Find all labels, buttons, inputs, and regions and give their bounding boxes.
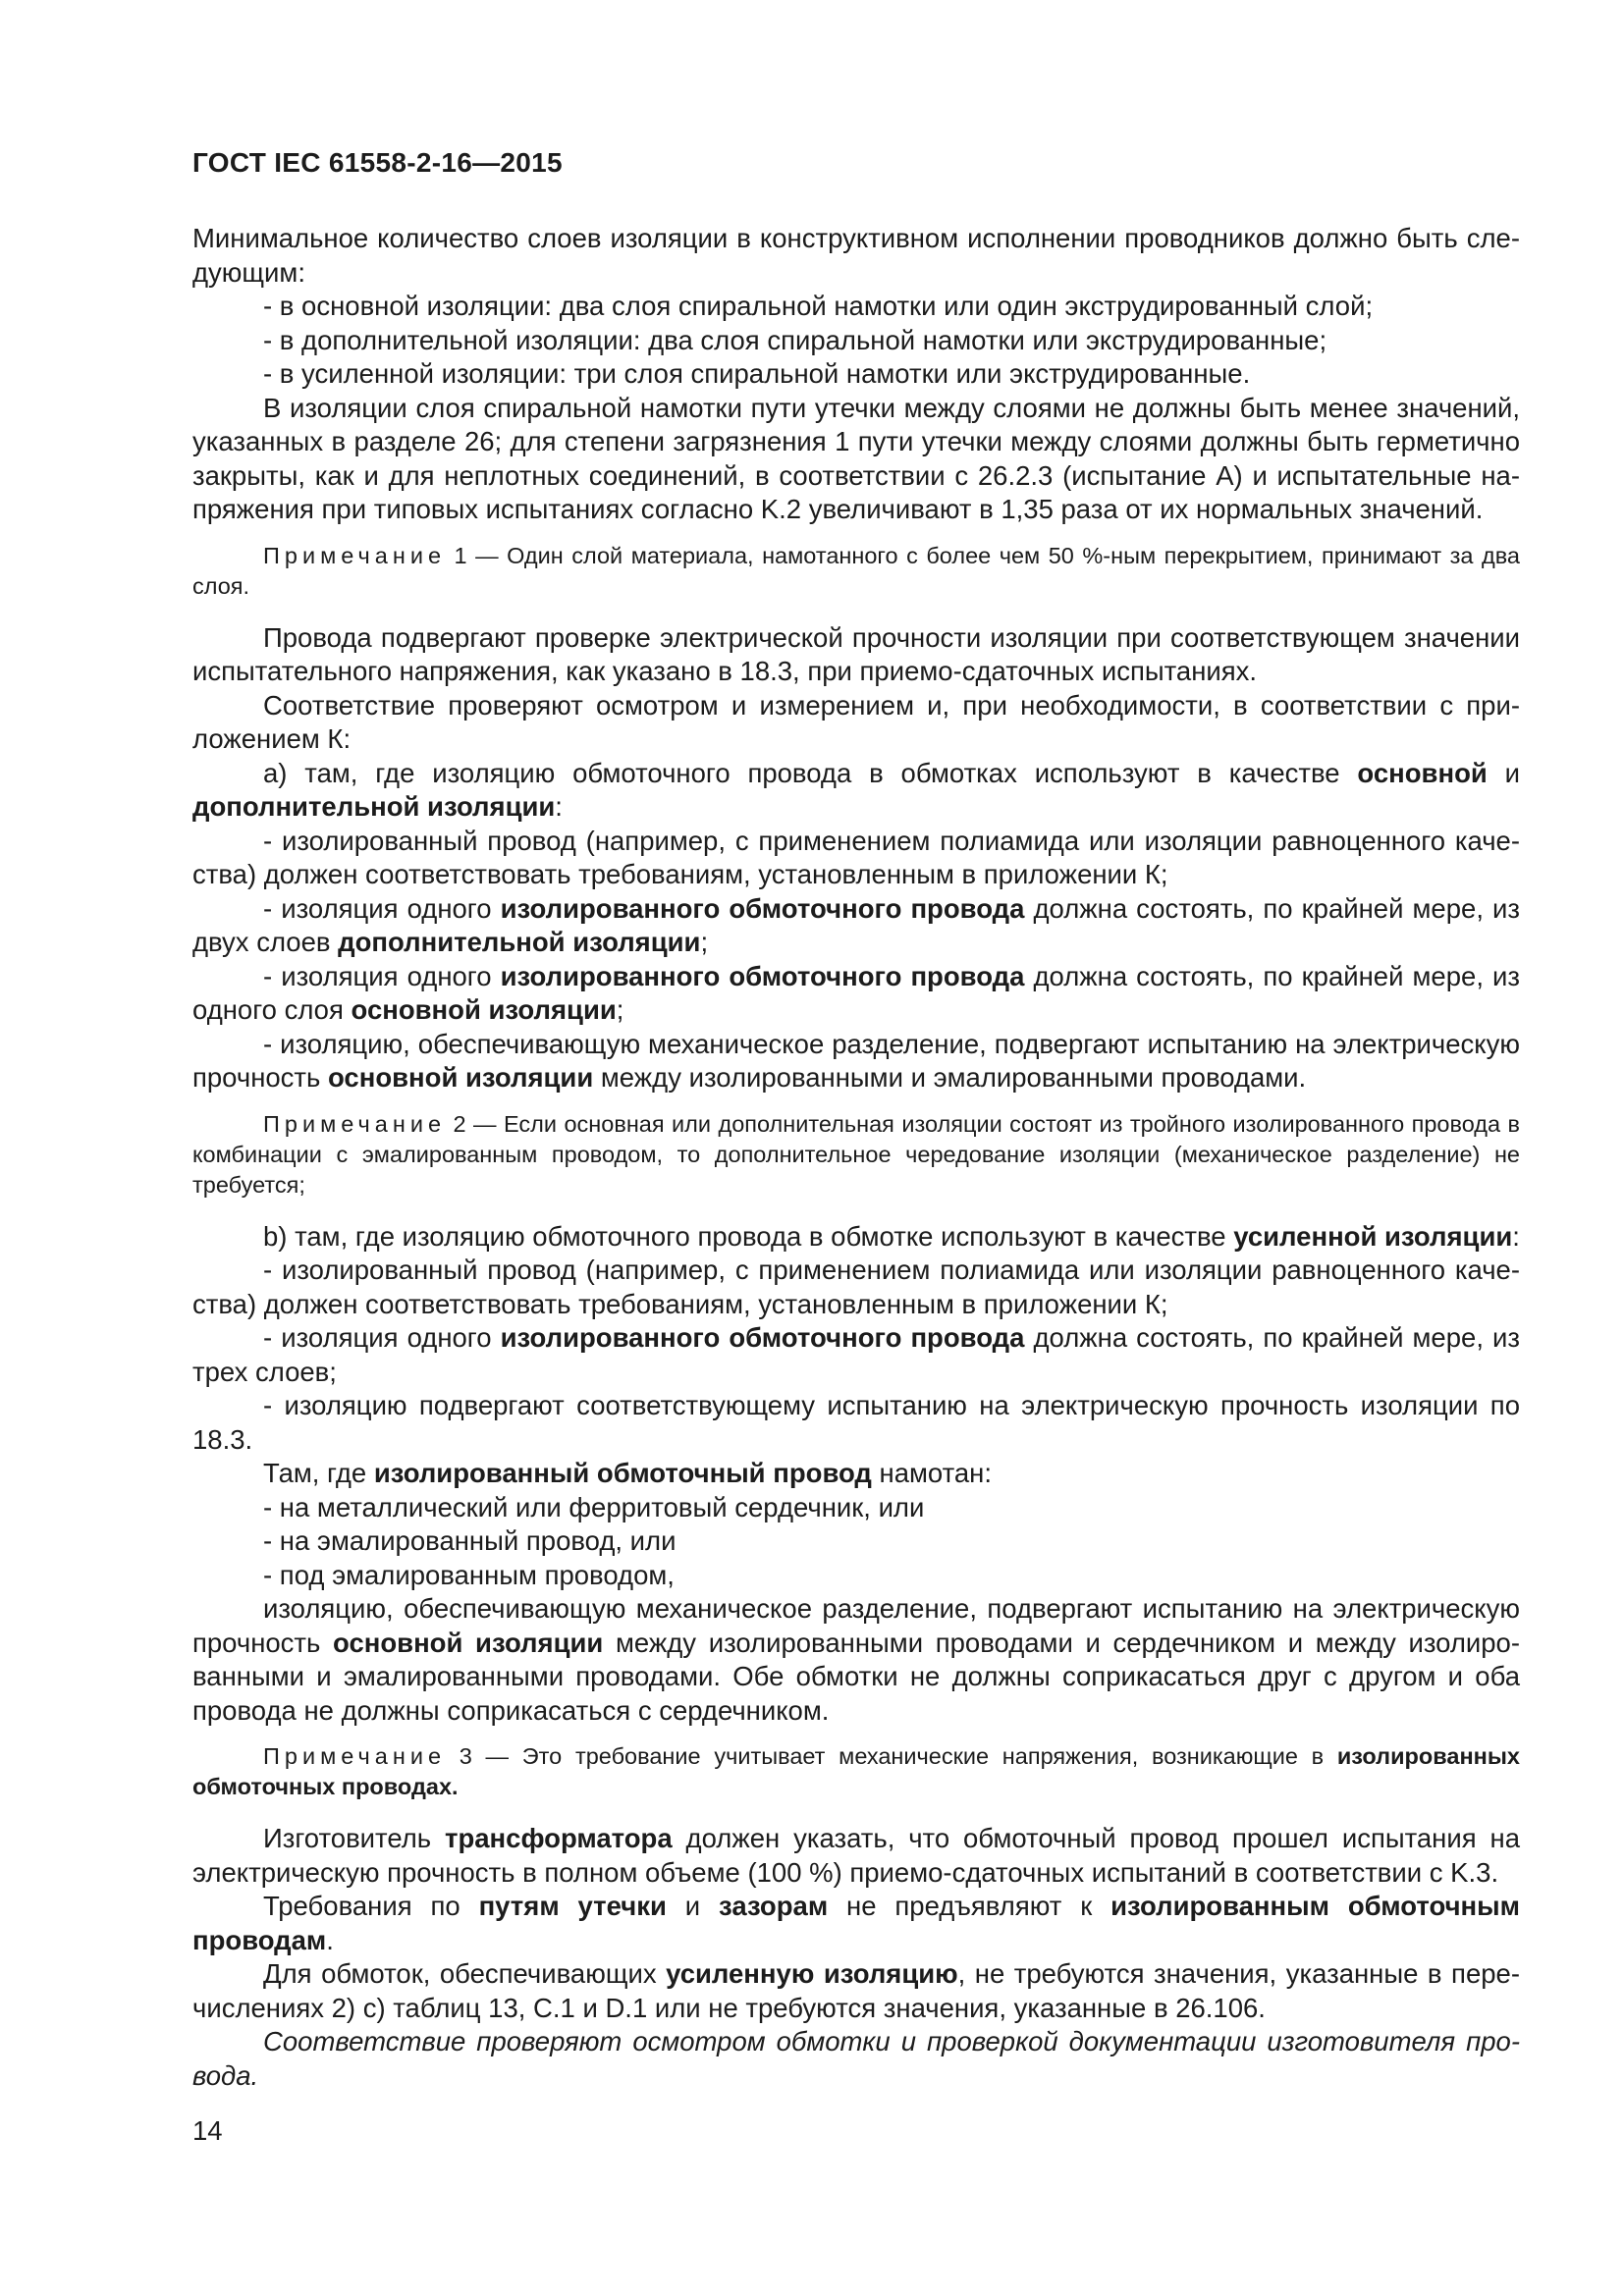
text-span: и [1487, 757, 1520, 788]
text-span: не предъявляют к [828, 1891, 1111, 1921]
bold-term: основной изоляции [333, 1627, 604, 1658]
text-span: - изоляция одного [263, 960, 501, 991]
page-number: 14 [192, 2115, 223, 2146]
text-span: должна состоять, по крайней мере, из одного слоя [192, 960, 1520, 1025]
paragraph [192, 892, 1520, 960]
list-item: - в основной изоляции: два слоя спиральной намотки или один экструдированный слой; [263, 291, 1374, 321]
text-span: намотан: [871, 1458, 993, 1488]
text-span: должен указать, что обмоточный провод прошел испытания на электрическую прочность в полном объеме (100 %) приемо-сдаточных испытаний в соответствии с K.3. [192, 1823, 1520, 1888]
text-span: между изолированными проводами и сердечником и между изолированными и эмалированными проводами. Обе обмотки не должны соприкасаться друг с другом и оба провода не должны соприкасаться с сердечником. [192, 1627, 1521, 1726]
text-span: а) там, где изоляцию обмоточного провода в обмотках используют в качестве [263, 757, 1358, 788]
paragraph: Соответствие проверяют осмотром и измерением и, при необходимости, в соответствии с приложением К: [192, 689, 1520, 754]
note-label: Примечание [263, 1743, 447, 1769]
italic-text: Соответствие проверяют осмотром обмотки и проверкой документации изготовителя провода. [192, 2026, 1520, 2091]
text-span: Для обмоток, обеспечивающих [263, 1958, 667, 1989]
note-label: Примечание [263, 1110, 447, 1137]
paragraph [192, 1890, 1520, 1957]
bold-term: дополнительной изоляции [338, 927, 701, 957]
paragraph [192, 1457, 1520, 1491]
list-item-a [192, 757, 1520, 825]
paragraph [192, 1321, 1520, 1389]
note-2 [192, 1109, 1520, 1201]
list-item: - в усиленной изоляции: три слоя спиральной намотки или экструдированные. [263, 358, 1251, 389]
text-span: должна состоять, по крайней мере, из двух слоев [192, 892, 1520, 957]
bold-term: основной [1357, 757, 1488, 788]
text-span: Изготовитель [263, 1823, 445, 1853]
text-span: b) там, где изоляцию обмоточного провода в обмотке используют в качестве [263, 1220, 1234, 1252]
list-item: - на эмалированный провод, или [263, 1525, 677, 1556]
note-text: 1 — Один слой материала, намотанного с более чем 50 %-ным перекрытием, принимают за два слоя. [192, 542, 1520, 599]
bold-term: дополнительной изоляции [192, 791, 556, 822]
note-label: Примечание [263, 542, 447, 568]
note-3 [192, 1741, 1520, 1802]
paragraph [192, 960, 1520, 1028]
bold-term: изолированных обмоточных проводах. [192, 1743, 1520, 1799]
bold-term: путям утечки [478, 1891, 667, 1921]
bold-term: усиленной изоляции [1233, 1220, 1513, 1252]
bold-term: изолированным обмоточным проводам [192, 1891, 1520, 1955]
text-span: : [1512, 1220, 1520, 1252]
paragraph: - изоляцию подвергают соответствующему испытанию на электрическую прочность изоляции по 18.3. [192, 1390, 1520, 1455]
bold-term: основной изоляции [328, 1062, 594, 1093]
bold-term: изолированного обмоточного провода [500, 892, 1025, 924]
bold-term: усиленную изоляцию [666, 1958, 958, 1989]
bold-term: изолированного обмоточного провода [500, 1322, 1025, 1353]
text-span: : [555, 791, 563, 822]
text-span: - изоляция одного [263, 892, 501, 924]
paragraph: - изолированный провод (например, с применением полиамида или изоляции равноценного качества) должен соответствовать требованиям, установленным в приложении К; [192, 825, 1520, 889]
paragraph: В изоляции слоя спиральной намотки пути утечки между слоями не должны быть менее значений, указанных в разделе 26; для степени загрязнения 1 пути утечки между слоями должны быть герметично закрыты, как и для неплотных соединений, в соответствии с 26.2.3 (испытание А) и испытательные напряжения при типовых испытаниях согласно K.2 увеличивают в 1,35 раза от их нормальных значений. [192, 392, 1520, 524]
bold-term: трансформатора [444, 1823, 673, 1853]
compliance-statement [192, 2025, 1520, 2093]
paragraph [192, 1957, 1520, 2025]
document-body [192, 222, 1520, 2093]
text-span: , не требуются значения, указанные в перечислениях 2) с) таблиц 13, С.1 и D.1 или не требуются значения, указанные в 26.106. [192, 1958, 1520, 2023]
text-span: изоляцию, обеспечивающую механическое разделение, подвергают испытанию на электрическую прочность [192, 1593, 1520, 1658]
paragraph [192, 1592, 1520, 1728]
text-span: - изоляция одного [263, 1322, 501, 1353]
list-item: - на металлический или ферритовый сердечник, или [263, 1491, 925, 1522]
note-text: 3 — Это требование учитывает механические напряжения, возникающие в [446, 1743, 1337, 1769]
text-span: между изолированными и эмалированными проводами. [593, 1062, 1307, 1093]
text-span: должна состоять, по крайней мере, из трех слоев; [192, 1322, 1520, 1387]
text-span: ; [616, 994, 624, 1025]
text-span: - изоляцию, обеспечивающую механическое разделение, подвергают испытанию на электрическую прочность [192, 1028, 1520, 1093]
paragraph: Провода подвергают проверке электрической прочности изоляции при соответствующем значении испытательного напряжения, как указано в 18.3, при приемо-сдаточных испытаниях. [192, 621, 1520, 686]
text-span: Требования по [263, 1891, 479, 1921]
paragraph [192, 1028, 1520, 1095]
list-item: - под эмалированным проводом, [263, 1559, 675, 1590]
paragraph: Минимальное количество слоев изоляции в конструктивном исполнении проводников должно быть следующим: [192, 223, 1520, 288]
list-item: - в дополнительной изоляции: два слоя спиральной намотки или экструдированные; [263, 324, 1327, 355]
bold-term: зазорам [719, 1891, 829, 1921]
note-1 [192, 541, 1520, 602]
bold-term: изолированного обмоточного провода [500, 960, 1025, 991]
text-span: ; [700, 927, 709, 957]
text-span: Там, где [263, 1458, 374, 1488]
text-span: и [666, 1891, 720, 1921]
paragraph: - изолированный провод (например, с применением полиамида или изоляции равноценного качества) должен соответствовать требованиям, установленным в приложении К; [192, 1255, 1520, 1319]
document-header: ГОСТ IEC 61558-2-16—2015 [192, 147, 563, 178]
list-item-b [192, 1220, 1520, 1255]
bold-term: изолированный обмоточный провод [373, 1458, 872, 1488]
note-text: 2 — Если основная или дополнительная изоляции состоят из тройного изолированного провода в комбинации с эмалированным проводом, то дополнительное чередование изоляции (механическое разделение) не требуется; [192, 1110, 1520, 1198]
text-span: . [326, 1924, 334, 1955]
paragraph [192, 1822, 1520, 1890]
bold-term: основной изоляции [351, 994, 617, 1025]
